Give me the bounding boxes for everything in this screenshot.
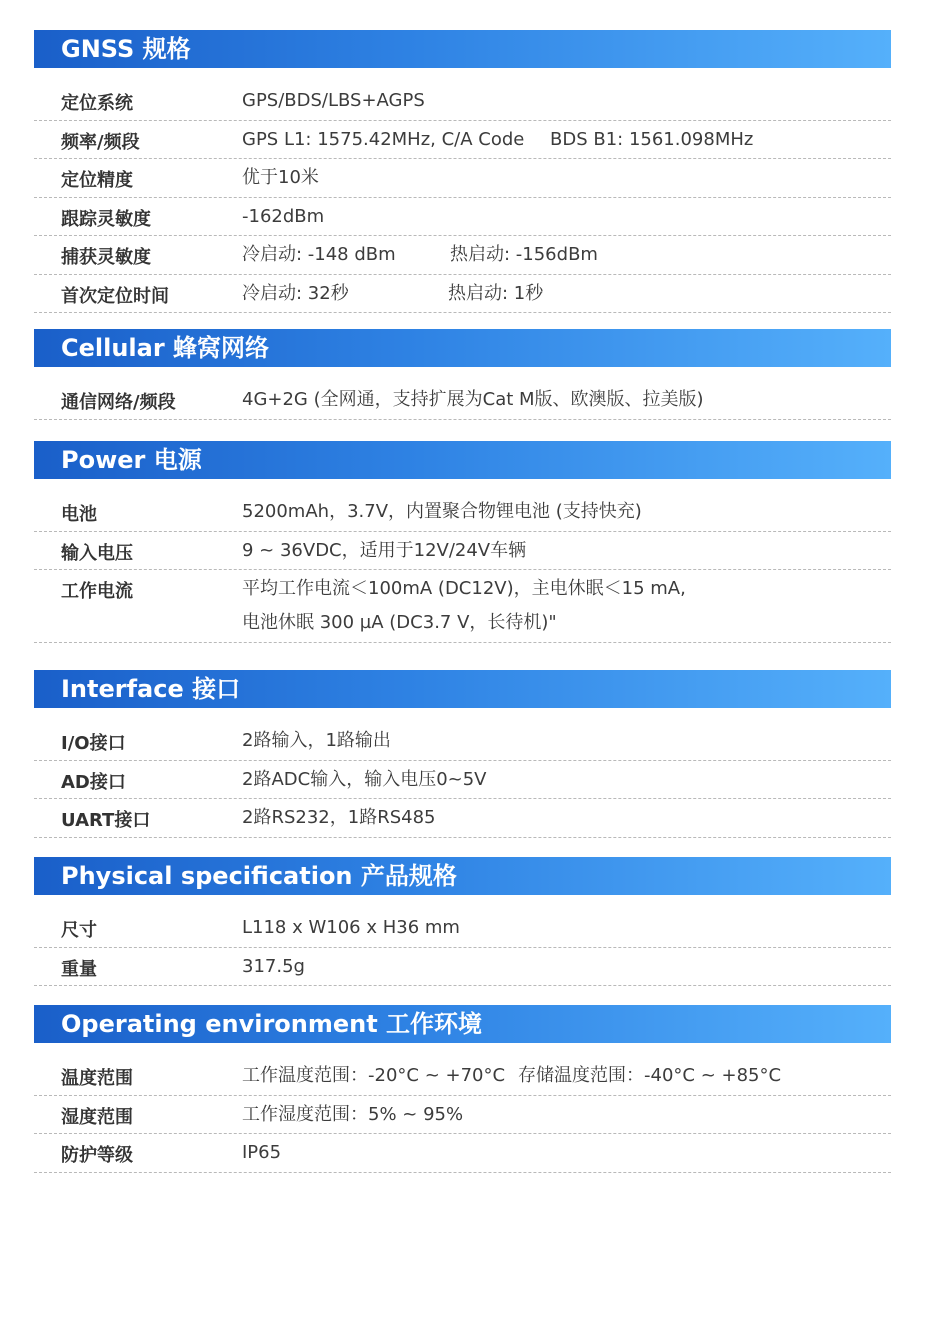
spec-value-text: GPS L1: 1575.42MHz, C/A Code — [242, 128, 525, 150]
spec-row — [34, 799, 891, 838]
spec-value-text: 冷启动: -148 dBm — [242, 244, 396, 265]
spec-value-secondary: 热启动: -156dBm — [450, 244, 598, 265]
section-title: Interface 接口 — [34, 670, 891, 708]
spec-value — [242, 761, 891, 799]
spec-value — [242, 570, 891, 642]
spec-label: 频率/频段 — [61, 131, 140, 153]
spec-value-text: 工作湿度范围：5% ~ 95% — [242, 1103, 464, 1125]
spec-value-text: 5200mAh，3.7V，内置聚合物锂电池 (支持快充) — [242, 501, 642, 522]
spec-label: I/O接口 — [61, 733, 126, 754]
spec-value — [242, 236, 891, 274]
section-environment — [34, 1005, 891, 1173]
section-title: Physical specification 产品规格 — [34, 857, 891, 895]
spec-label: 湿度范围 — [61, 1106, 133, 1128]
spec-value-secondary: 存储温度范围：-40°C ~ +85°C — [518, 1065, 782, 1086]
spec-value-text: 317.5g — [242, 955, 305, 977]
spec-label: 工作电流 — [61, 581, 133, 602]
spec-label: 定位系统 — [61, 93, 133, 114]
spec-value-text: 平均工作电流＜100mA (DC12V)，主电休眠＜15 mA, — [242, 578, 686, 599]
spec-row — [34, 493, 891, 532]
spec-row — [34, 121, 891, 160]
spec-row — [34, 82, 891, 121]
spec-row — [34, 381, 891, 420]
spec-row — [34, 159, 891, 198]
spec-value-secondary: BDS B1: 1561.098MHz — [550, 128, 754, 150]
spec-label: 捕获灵敏度 — [61, 247, 151, 268]
spec-value-text: IP65 — [242, 1142, 282, 1163]
section-gnss — [34, 30, 891, 313]
spec-table — [34, 722, 891, 838]
spec-table — [34, 909, 891, 986]
spec-value — [242, 532, 891, 570]
spec-value — [242, 493, 891, 531]
spec-value-text: 2路RS232，1路RS485 — [242, 807, 436, 828]
spec-row — [34, 1096, 891, 1135]
spec-value-text: 工作温度范围：-20°C ~ +70°C — [242, 1065, 506, 1086]
section-title: GNSS 规格 — [34, 30, 891, 68]
spec-row — [34, 909, 891, 948]
spec-value — [242, 799, 891, 837]
spec-label: 尺寸 — [61, 920, 97, 941]
spec-value — [242, 722, 891, 760]
spec-value — [242, 1134, 891, 1172]
spec-value-text: 4G+2G (全网通，支持扩展为Cat M版、欧澳版、拉美版) — [242, 389, 704, 410]
section-interface — [34, 670, 891, 838]
spec-value — [242, 1057, 891, 1095]
section-cellular — [34, 329, 891, 420]
spec-value — [242, 198, 891, 236]
spec-value-text: 电池休眠 300 µA (DC3.7 V，长待机)" — [242, 611, 557, 633]
spec-label: AD接口 — [61, 771, 126, 793]
spec-label: 通信网络/频段 — [61, 392, 176, 413]
spec-value — [242, 1096, 891, 1134]
spec-value-text: GPS/BDS/LBS+AGPS — [242, 90, 425, 111]
spec-value — [242, 381, 891, 419]
spec-row — [34, 570, 891, 643]
spec-table — [34, 381, 891, 420]
spec-label: 重量 — [61, 958, 97, 980]
spec-table — [34, 1057, 891, 1173]
section-title: Operating environment 工作环境 — [34, 1005, 891, 1043]
spec-table — [34, 82, 891, 313]
spec-value — [242, 159, 891, 197]
spec-label: UART接口 — [61, 810, 151, 831]
section-title: Power 电源 — [34, 441, 891, 479]
spec-value-text: 2路输入，1路输出 — [242, 730, 391, 751]
spec-row — [34, 722, 891, 761]
section-physical — [34, 857, 891, 986]
spec-value — [242, 275, 891, 313]
spec-table — [34, 493, 891, 643]
spec-value-text: -162dBm — [242, 205, 325, 227]
spec-row — [34, 275, 891, 314]
spec-row — [34, 198, 891, 237]
section-title: Cellular 蜂窝网络 — [34, 329, 891, 367]
spec-label: 防护等级 — [61, 1145, 133, 1166]
spec-row — [34, 761, 891, 800]
spec-value-text: 优于10米 — [242, 167, 319, 188]
spec-row — [34, 236, 891, 275]
section-power — [34, 441, 891, 643]
spec-row — [34, 1134, 891, 1173]
spec-label: 电池 — [61, 504, 97, 525]
spec-value-text: 冷启动: 32秒 — [242, 282, 349, 304]
spec-value-text: L118 x W106 x H36 mm — [242, 917, 460, 938]
spec-value-text: 9 ~ 36VDC，适用于12V/24V车辆 — [242, 539, 527, 561]
spec-label: 首次定位时间 — [61, 285, 169, 307]
spec-row — [34, 948, 891, 987]
spec-value — [242, 82, 891, 120]
spec-label: 温度范围 — [61, 1068, 133, 1089]
spec-label: 定位精度 — [61, 170, 133, 191]
spec-value-text: 2路ADC输入，输入电压0~5V — [242, 768, 487, 790]
spec-value-secondary: 热启动: 1秒 — [448, 282, 544, 304]
spec-label: 输入电压 — [61, 542, 133, 564]
spec-value — [242, 121, 891, 159]
spec-value — [242, 909, 891, 947]
spec-row — [34, 532, 891, 571]
spec-label: 跟踪灵敏度 — [61, 208, 151, 230]
spec-row — [34, 1057, 891, 1096]
spec-value — [242, 948, 891, 986]
